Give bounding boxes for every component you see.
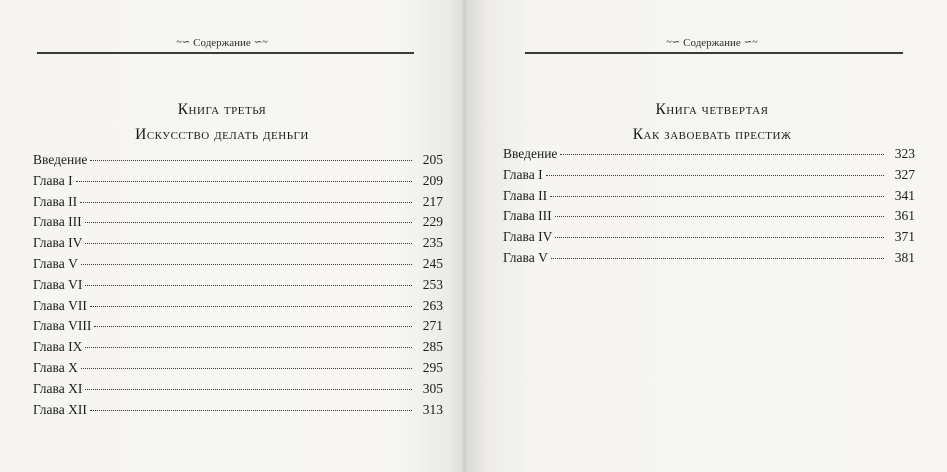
- dot-leader: [551, 257, 884, 259]
- dot-leader: [85, 346, 412, 348]
- toc-entry: [33, 381, 443, 401]
- toc-entry: [33, 277, 443, 297]
- toc-entry-page-number: 271: [422, 318, 443, 334]
- dot-leader: [85, 221, 412, 223]
- dot-leader: [90, 305, 412, 307]
- dot-leader: [81, 263, 412, 265]
- toc-entry-label: Глава IV: [33, 235, 83, 251]
- toc-entry: [503, 229, 915, 249]
- toc-entry: [33, 318, 443, 338]
- header-text: Содержание: [193, 37, 251, 49]
- book-title-left: Книга третья: [177, 101, 267, 118]
- toc-entry: [33, 298, 443, 318]
- dot-leader: [94, 325, 412, 327]
- toc-entry-label: Глава XI: [33, 380, 83, 396]
- dot-leader: [546, 174, 884, 176]
- toc-entry: [33, 256, 443, 276]
- toc-entry-page-number: 217: [422, 193, 443, 209]
- header-rule: [525, 52, 903, 54]
- toc-entry-page-number: 229: [422, 214, 443, 230]
- right-page: [466, 0, 947, 472]
- toc-entry-label: Глава II: [33, 193, 78, 209]
- dot-leader: [560, 153, 884, 155]
- toc-entry-label: Глава IX: [33, 339, 83, 355]
- toc-entry-label: Глава VIII: [33, 318, 92, 334]
- dot-leader: [555, 215, 884, 217]
- toc-entry: [503, 167, 915, 187]
- toc-entry-page-number: 313: [422, 401, 443, 417]
- toc-entry-label: Глава IV: [503, 229, 553, 245]
- toc-entry-page-number: 245: [422, 256, 443, 271]
- toc-entry-label: Глава II: [503, 187, 548, 203]
- toc-entry-label: Глава VII: [33, 297, 87, 313]
- toc-entry: [503, 188, 915, 208]
- book-title-right: Книга четвертая: [655, 101, 769, 118]
- dot-leader: [80, 201, 412, 203]
- book-subtitle-right: Как завоевать престиж: [632, 126, 792, 143]
- toc-entry-page-number: 371: [894, 229, 915, 245]
- toc-entry: [33, 173, 443, 193]
- toc-entry: [33, 360, 443, 380]
- toc-entry-label: Глава III: [33, 214, 82, 230]
- dot-leader: [76, 180, 412, 182]
- toc-entry-label: Глава X: [33, 360, 78, 375]
- toc-entry-label: Введение: [33, 152, 88, 167]
- dot-leader: [85, 388, 412, 390]
- toc-entry-page-number: 361: [894, 208, 915, 224]
- running-header-left: [32, 37, 412, 57]
- toc-entry-label: Глава I: [503, 166, 543, 182]
- toc-entry: [33, 402, 443, 422]
- dot-leader: [85, 284, 412, 286]
- toc-entry-page-number: 235: [422, 235, 443, 251]
- toc-entry: [33, 194, 443, 214]
- ornament-icon: ~∽: [176, 37, 191, 48]
- dot-leader: [90, 159, 412, 161]
- toc-entry: [33, 339, 443, 359]
- toc-entry-page-number: 209: [422, 172, 443, 188]
- toc-entry-page-number: 323: [894, 146, 915, 161]
- toc-entry-label: Глава V: [503, 250, 548, 265]
- toc-entry-page-number: 285: [422, 339, 443, 355]
- toc-entry-page-number: 253: [422, 276, 443, 292]
- toc-entry-label: Глава VI: [33, 276, 83, 292]
- toc-entry-page-number: 205: [422, 152, 443, 167]
- toc-entry: [503, 146, 915, 166]
- toc-entry-page-number: 263: [422, 297, 443, 313]
- header-text: Содержание: [683, 37, 741, 49]
- toc-entry-page-number: 295: [422, 360, 443, 375]
- toc-entry-label: Глава XII: [33, 401, 87, 417]
- running-header-right: [522, 37, 902, 57]
- dot-leader: [550, 195, 884, 197]
- ornament-icon: ∽~: [743, 37, 758, 48]
- toc-entry-label: Введение: [503, 146, 558, 161]
- ornament-icon: ∽~: [253, 37, 268, 48]
- dot-leader: [81, 367, 412, 369]
- left-page: [0, 0, 466, 472]
- toc-entry-page-number: 327: [894, 166, 915, 182]
- toc-entry-page-number: 381: [894, 250, 915, 265]
- toc-entry-label: Глава I: [33, 172, 73, 188]
- toc-entry-page-number: 341: [894, 187, 915, 203]
- toc-entry: [33, 152, 443, 172]
- dot-leader: [90, 409, 412, 411]
- toc-entry: [503, 208, 915, 228]
- toc-entry-label: Глава V: [33, 256, 78, 271]
- toc-entry: [503, 250, 915, 270]
- dot-leader: [85, 242, 412, 244]
- ornament-icon: ~∽: [666, 37, 681, 48]
- toc-entry: [33, 235, 443, 255]
- dot-leader: [555, 236, 884, 238]
- toc-entry-label: Глава III: [503, 208, 552, 224]
- book-subtitle-left: Искусство делать деньги: [135, 126, 309, 143]
- toc-entry: [33, 214, 443, 234]
- toc-entry-page-number: 305: [422, 380, 443, 396]
- header-rule: [37, 52, 414, 54]
